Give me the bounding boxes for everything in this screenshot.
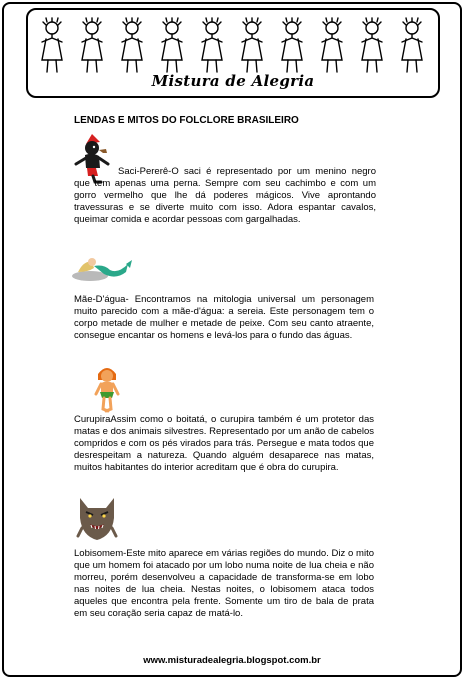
curupira-icon — [92, 364, 122, 414]
kid-figure-icon — [282, 18, 302, 72]
kid-figure-icon — [242, 18, 262, 72]
section-text: Saci-Pererê-O saci é representado por um menino negro que tem apenas uma perna. Sempre com seu cachimbo e com um gorro vermelho que lhe dá poderes mágicos. Vive aprontando travessuras e se diverte muito com isso. Adora espantar cavalos, queimar comida e acordar pessoas com gargalhadas. — [74, 166, 376, 225]
kids-figures-decoration — [32, 14, 432, 76]
section-saci — [74, 166, 376, 226]
header-banner — [26, 8, 440, 98]
section-text: Mãe-D'água- Encontramos na mitologia universal um personagem muito parecido com a mãe-d'água: a sereia. Este personagem tem o corpo metade de mulher e metade de peixe. Com seu canto atraente, consegue encantar os homens e levá-los para o fundo das águas. — [74, 294, 374, 341]
kid-figure-icon — [42, 18, 62, 72]
site-title: Mistura de Alegria — [151, 72, 315, 90]
section-text: Lobisomem-Este mito aparece em várias regiões do mundo. Diz o mito que um homem foi atacado por um lobo numa noite de lua cheia e não morreu, porém desenvolveu a capacidade de transforma-se em lobo nas noites de lua cheia. Nestas noites, o lobisomem ataca todos aqueles que encontra pela frente. Somente um tiro de bala de prata em seu coração seria capaz de matá-lo. — [74, 548, 374, 619]
document-heading: LENDAS E MITOS DO FOLCLORE BRASILEIRO — [74, 115, 299, 126]
section-curupira — [74, 414, 374, 474]
mermaid-icon — [70, 250, 132, 282]
werewolf-icon — [74, 494, 120, 542]
kid-figure-icon — [202, 18, 222, 72]
footer-url[interactable]: www.misturadealegria.blogspot.com.br — [143, 655, 321, 666]
section-lobisomem — [74, 548, 374, 620]
section-text: CurupiraAssim como o boitatá, o curupira também é um protetor das matas e dos animais silvestres. Representado por um anão de cabelos compridos e com os pés virados para trás. Persegue e mata todos que desrespeitam a natureza. Quando alguém desaparece nas matas, muitos habitantes do interior acreditam que é obra do curupira. — [74, 414, 374, 473]
kid-figure-icon — [362, 18, 382, 72]
kid-figure-icon — [82, 18, 102, 72]
section-mae-dagua — [74, 294, 374, 342]
kid-figure-icon — [322, 18, 342, 72]
kid-figure-icon — [402, 18, 422, 72]
kid-figure-icon — [162, 18, 182, 72]
kid-figure-icon — [122, 18, 142, 72]
